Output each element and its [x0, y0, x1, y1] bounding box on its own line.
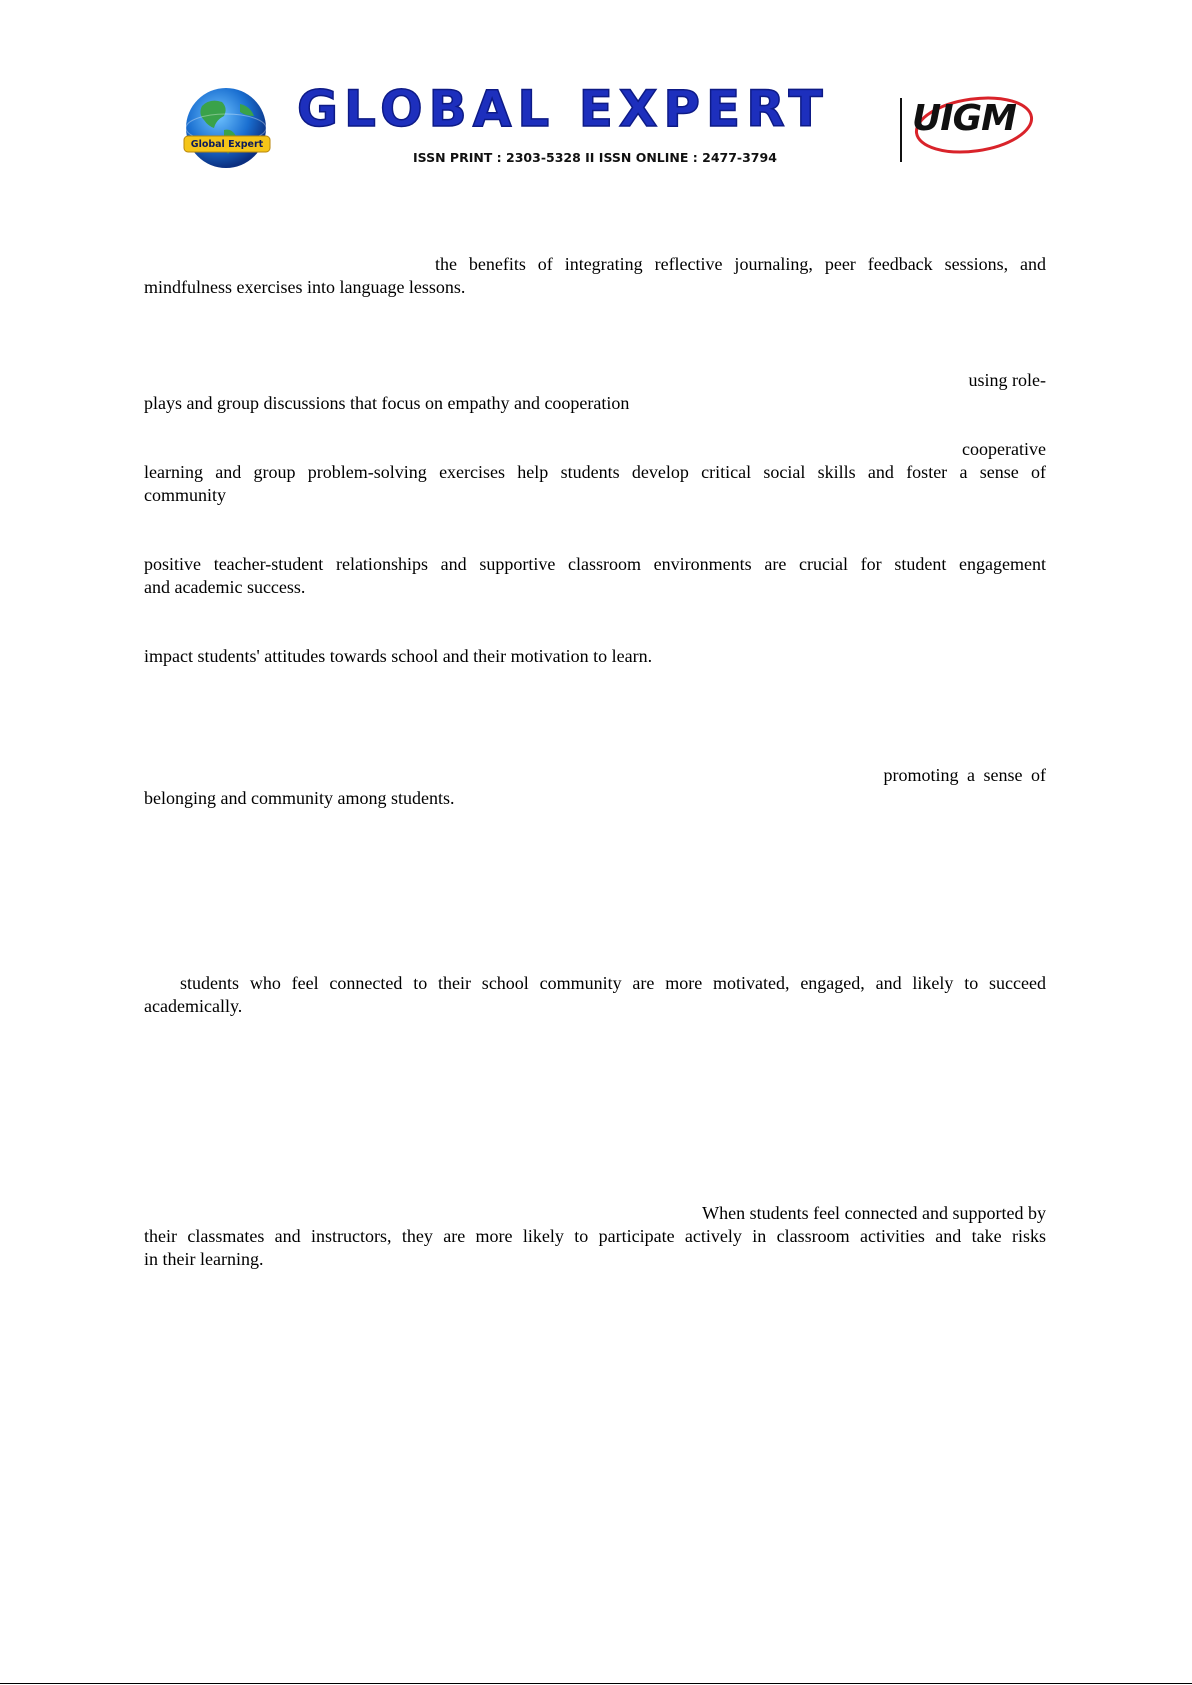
- paragraph-line: plays and group discussions that focus on empathy and cooperation: [144, 393, 630, 413]
- paragraph-6: [144, 764, 1046, 810]
- paragraph-line: belonging and community among students.: [144, 788, 455, 808]
- paragraph-line: community: [144, 485, 226, 505]
- issn-line: ISSN PRINT : 2303-5328 II ISSN ONLINE : 2477-3794: [413, 150, 777, 165]
- paragraph-8: [144, 1202, 1046, 1271]
- paragraph-line: their classmates and instructors, they are more likely to participate actively in classroom activities and take risks: [144, 1226, 1046, 1246]
- paragraph-line: academically.: [144, 996, 243, 1016]
- paragraph-2: [144, 369, 1046, 415]
- paragraph-7: [144, 972, 1046, 1018]
- paragraph-line: positive teacher-student relationships and supportive classroom environments are crucial for student engagement: [144, 554, 1046, 574]
- paragraph-line: impact students' attitudes towards school and their motivation to learn.: [144, 646, 653, 666]
- globe-badge-text: Global Expert: [190, 139, 264, 150]
- globe-logo-icon: [180, 86, 272, 170]
- paragraph-line: the benefits of integrating reflective journaling, peer feedback sessions, and: [435, 254, 1046, 274]
- paragraph-line: using role-: [968, 370, 1046, 390]
- page-bottom-edge: [0, 1683, 1192, 1684]
- journal-title: GLOBAL EXPERT: [297, 80, 829, 138]
- header-divider: [900, 98, 902, 162]
- paragraph-4: [144, 553, 1046, 599]
- journal-header: [180, 80, 1035, 170]
- paragraph-line: promoting a sense of: [883, 765, 1046, 785]
- paragraph-5: [144, 645, 1046, 668]
- partner-logo-text: UIGM: [912, 98, 1016, 139]
- paragraph-line: learning and group problem-solving exercises help students develop critical social skills and foster a sense of: [144, 462, 1046, 482]
- paragraph-line: mindfulness exercises into language lessons.: [144, 277, 466, 297]
- paragraph-1: [144, 253, 1046, 299]
- paragraph-line: students who feel connected to their school community are more motivated, engaged, and likely to succeed: [180, 973, 1046, 993]
- paragraph-line: cooperative: [962, 439, 1046, 459]
- paragraph-3: [144, 438, 1046, 507]
- paragraph-line: When students feel connected and supported by: [702, 1203, 1046, 1223]
- paragraph-line: and academic success.: [144, 577, 306, 597]
- paragraph-line: in their learning.: [144, 1249, 264, 1269]
